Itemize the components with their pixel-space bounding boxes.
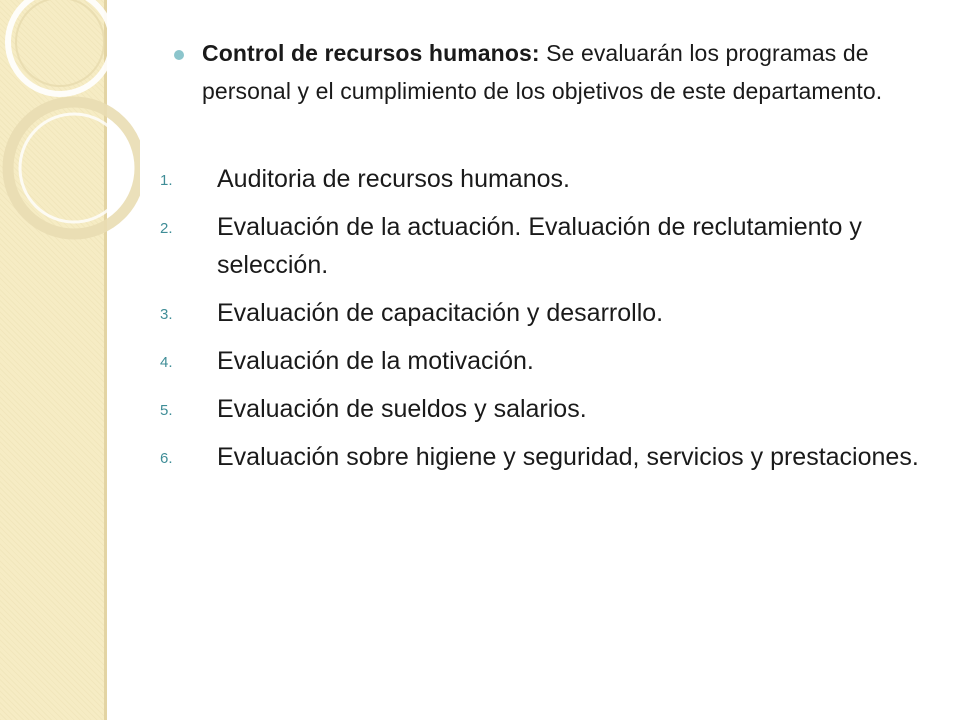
list-number: 1. — [160, 172, 173, 189]
list-number: 6. — [160, 450, 173, 467]
list-number: 2. — [160, 220, 173, 237]
list-item — [160, 390, 920, 428]
list-item — [160, 438, 920, 476]
list-item — [160, 160, 920, 198]
list-item-text: Evaluación de la motivación. — [217, 347, 534, 375]
bullet-dot-icon — [174, 50, 184, 60]
list-number: 5. — [160, 402, 173, 419]
list-item — [160, 342, 920, 380]
numbered-list — [160, 160, 920, 476]
list-item-text: Evaluación de la actuación. Evaluación de reclutamiento y selección. — [217, 213, 862, 279]
slide-content — [160, 34, 920, 486]
list-item-text: Evaluación de capacitación y desarrollo. — [217, 299, 664, 327]
list-item-text: Evaluación de sueldos y salarios. — [217, 395, 587, 423]
list-number: 4. — [160, 354, 173, 371]
bullet-text: Se evaluarán los programas de personal y el cumplimiento de los objetivos de este departamento. — [202, 40, 883, 104]
list-item — [160, 294, 920, 332]
list-item-text: Evaluación sobre higiene y seguridad, servicios y prestaciones. — [217, 443, 919, 471]
list-number: 3. — [160, 306, 173, 323]
bullet-heading: Control de recursos humanos: — [202, 40, 540, 66]
decorative-rings — [0, 0, 140, 260]
bullet-paragraph — [160, 34, 920, 110]
list-item-text: Auditoria de recursos humanos. — [217, 165, 570, 193]
list-item — [160, 208, 920, 284]
